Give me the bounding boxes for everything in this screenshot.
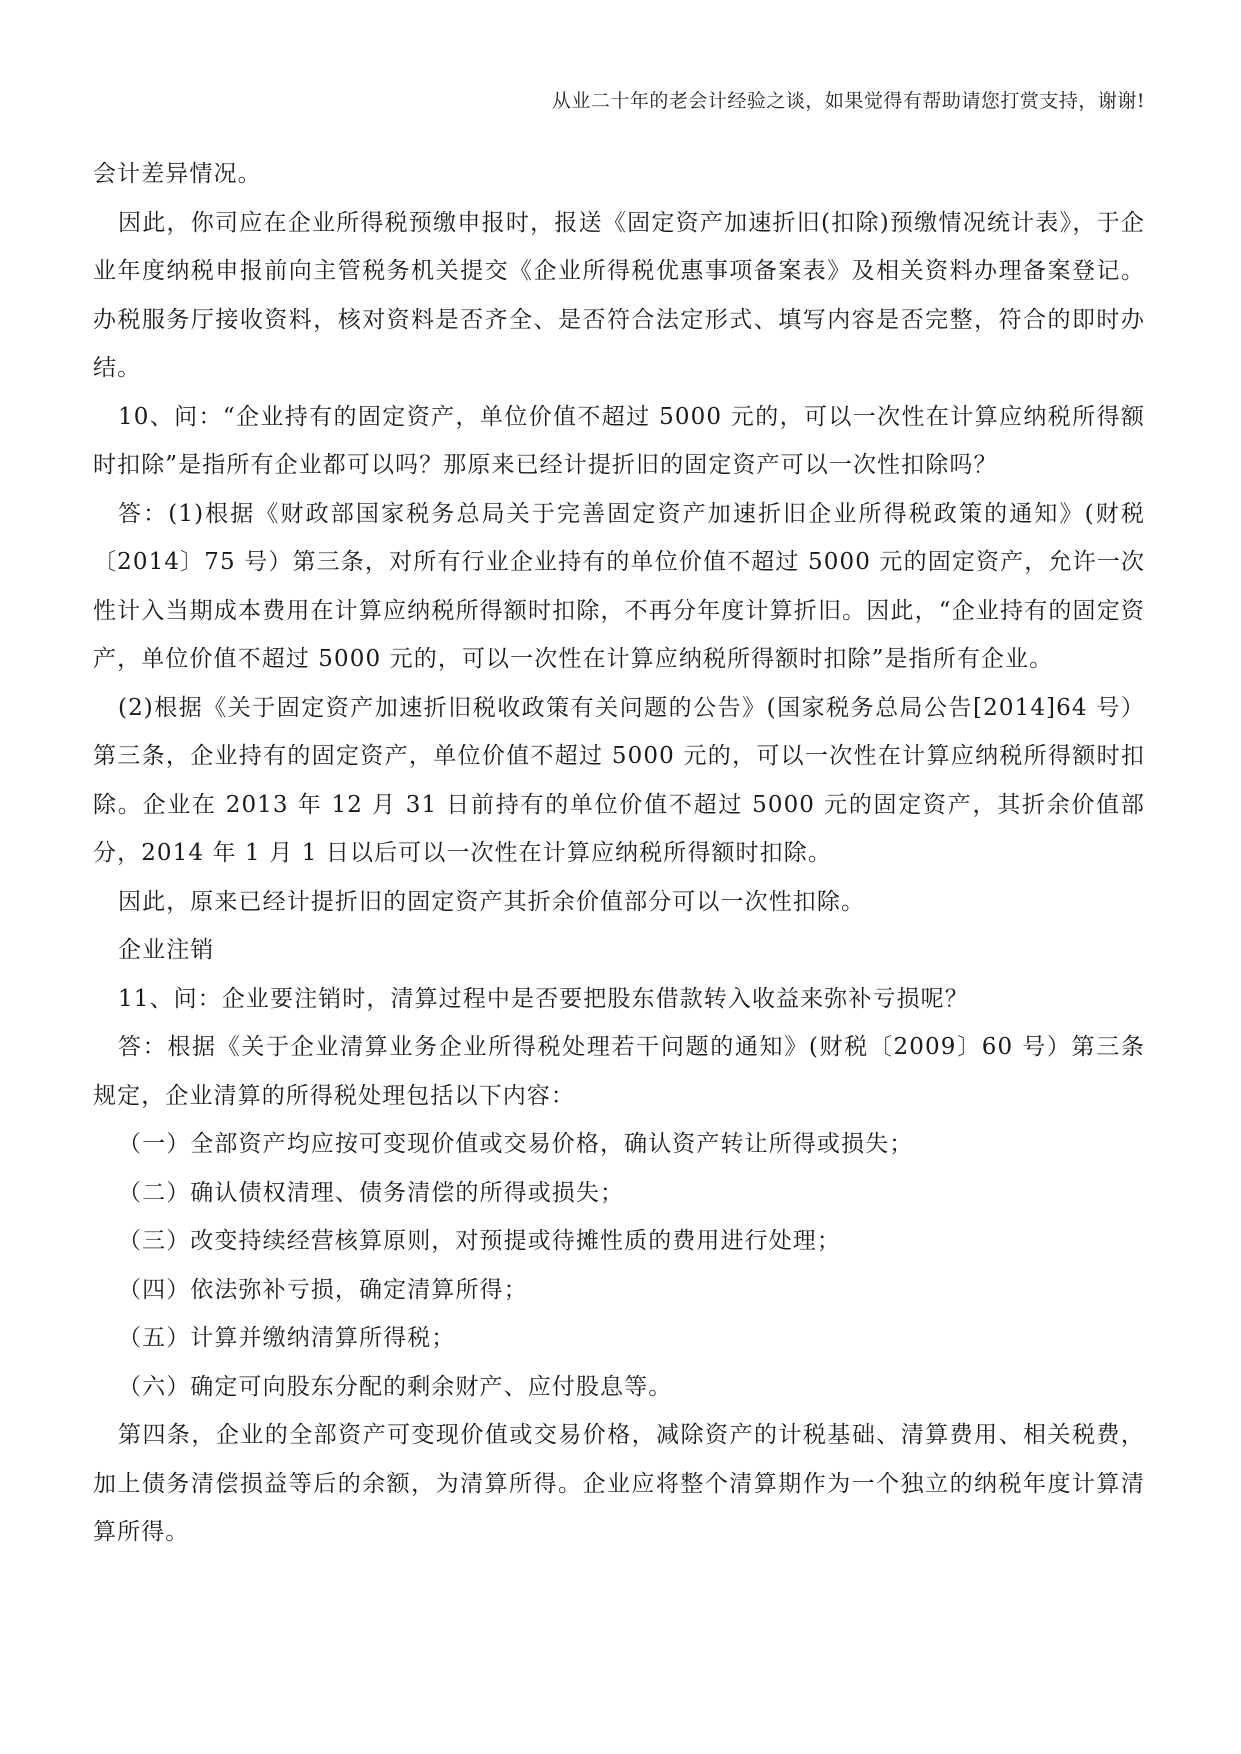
list-item: （二）确认债权清理、债务清偿的所得或损失； xyxy=(118,1179,625,1206)
list-item: （四）依法弥补亏损，确定清算所得； xyxy=(118,1276,528,1303)
paragraph: 因此，你司应在企业所得税预缴申报时，报送《固定资产加速折旧(扣除)预缴情况统计表》，于企业年度纳税申报前向主管税务机关提交《企业所得税优惠事项备案表》及相关资料办理备案登记。办税服务厅接收资料，核对资料是否齐全、是否符合法定形式、填写内容是否完整，符合的即时办结。 xyxy=(93,209,1145,381)
list-item: （五）计算并缴纳清算所得税； xyxy=(118,1325,456,1351)
section-heading: 企业注销 xyxy=(118,937,215,963)
answer-paragraph: 答：根据《关于企业清算业务企业所得税处理若干问题的通知》(财税〔2009〕60 号）第三条规定，企业清算的所得税处理包括以下内容： xyxy=(93,1034,1145,1109)
paragraph: 因此，原来已经计提折旧的固定资产其折余价值部分可以一次性扣除。 xyxy=(118,888,866,915)
question-paragraph: 11、问：企业要注销时，清算过程中是否要把股东借款转入收益来弥补亏损呢？ xyxy=(118,985,969,1012)
paragraph: (2)根据《关于固定资产加速折旧税收政策有关问题的公告》(国家税务总局公告[2014]64 号）第三条，企业持有的固定资产，单位价值不超过 5000 元的，可以一次性在计算应纳税所得额时扣除。企业在 2013 年 12 月 31 日前持有的单位价值不超过 5000 元的固定资产，其折余价值部分，2014 年 1 月 1 日以后可以一次性在计算应纳税所得额时扣除。 xyxy=(93,694,1145,866)
list-item: （三）改变持续经营核算原则，对预提或待摊性质的费用进行处理； xyxy=(118,1228,841,1254)
paragraph: 会计差异情况。 xyxy=(93,161,262,187)
paragraph: 第四条，企业的全部资产可变现价值或交易价格，减除资产的计税基础、清算费用、相关税费，加上债务清偿损益等后的余额，为清算所得。企业应将整个清算期作为一个独立的纳税年度计算清算所得。 xyxy=(93,1422,1145,1545)
list-item: （六）确定可向股东分配的剩余财产、应付股息等。 xyxy=(118,1373,673,1400)
paragraph: 10、问：“企业持有的固定资产，单位价值不超过 5000 元的，可以一次性在计算应纳税所得额时扣除”是指所有企业都可以吗？那原来已经计提折旧的固定资产可以一次性扣除吗？ xyxy=(93,403,1145,478)
document-body xyxy=(93,150,1145,1557)
list-item: （一）全部资产均应按可变现价值或交易价格，确认资产转让所得或损失； xyxy=(118,1131,914,1157)
paragraph: 答：(1)根据《财政部国家税务总局关于完善固定资产加速折旧企业所得税政策的通知》(财税〔2014〕75 号）第三条，对所有行业企业持有的单位价值不超过 5000 元的固定资产，允许一次性计入当期成本费用在计算应纳税所得额时扣除，不再分年度计算折旧。因此，“企业持有的固定资产，单位价值不超过 5000 元的，可以一次性在计算应纳税所得额时扣除”是指所有企业。 xyxy=(93,500,1145,672)
header-note: 从业二十年的老会计经验之谈，如果觉得有帮助请您打赏支持，谢谢! xyxy=(551,90,1145,112)
